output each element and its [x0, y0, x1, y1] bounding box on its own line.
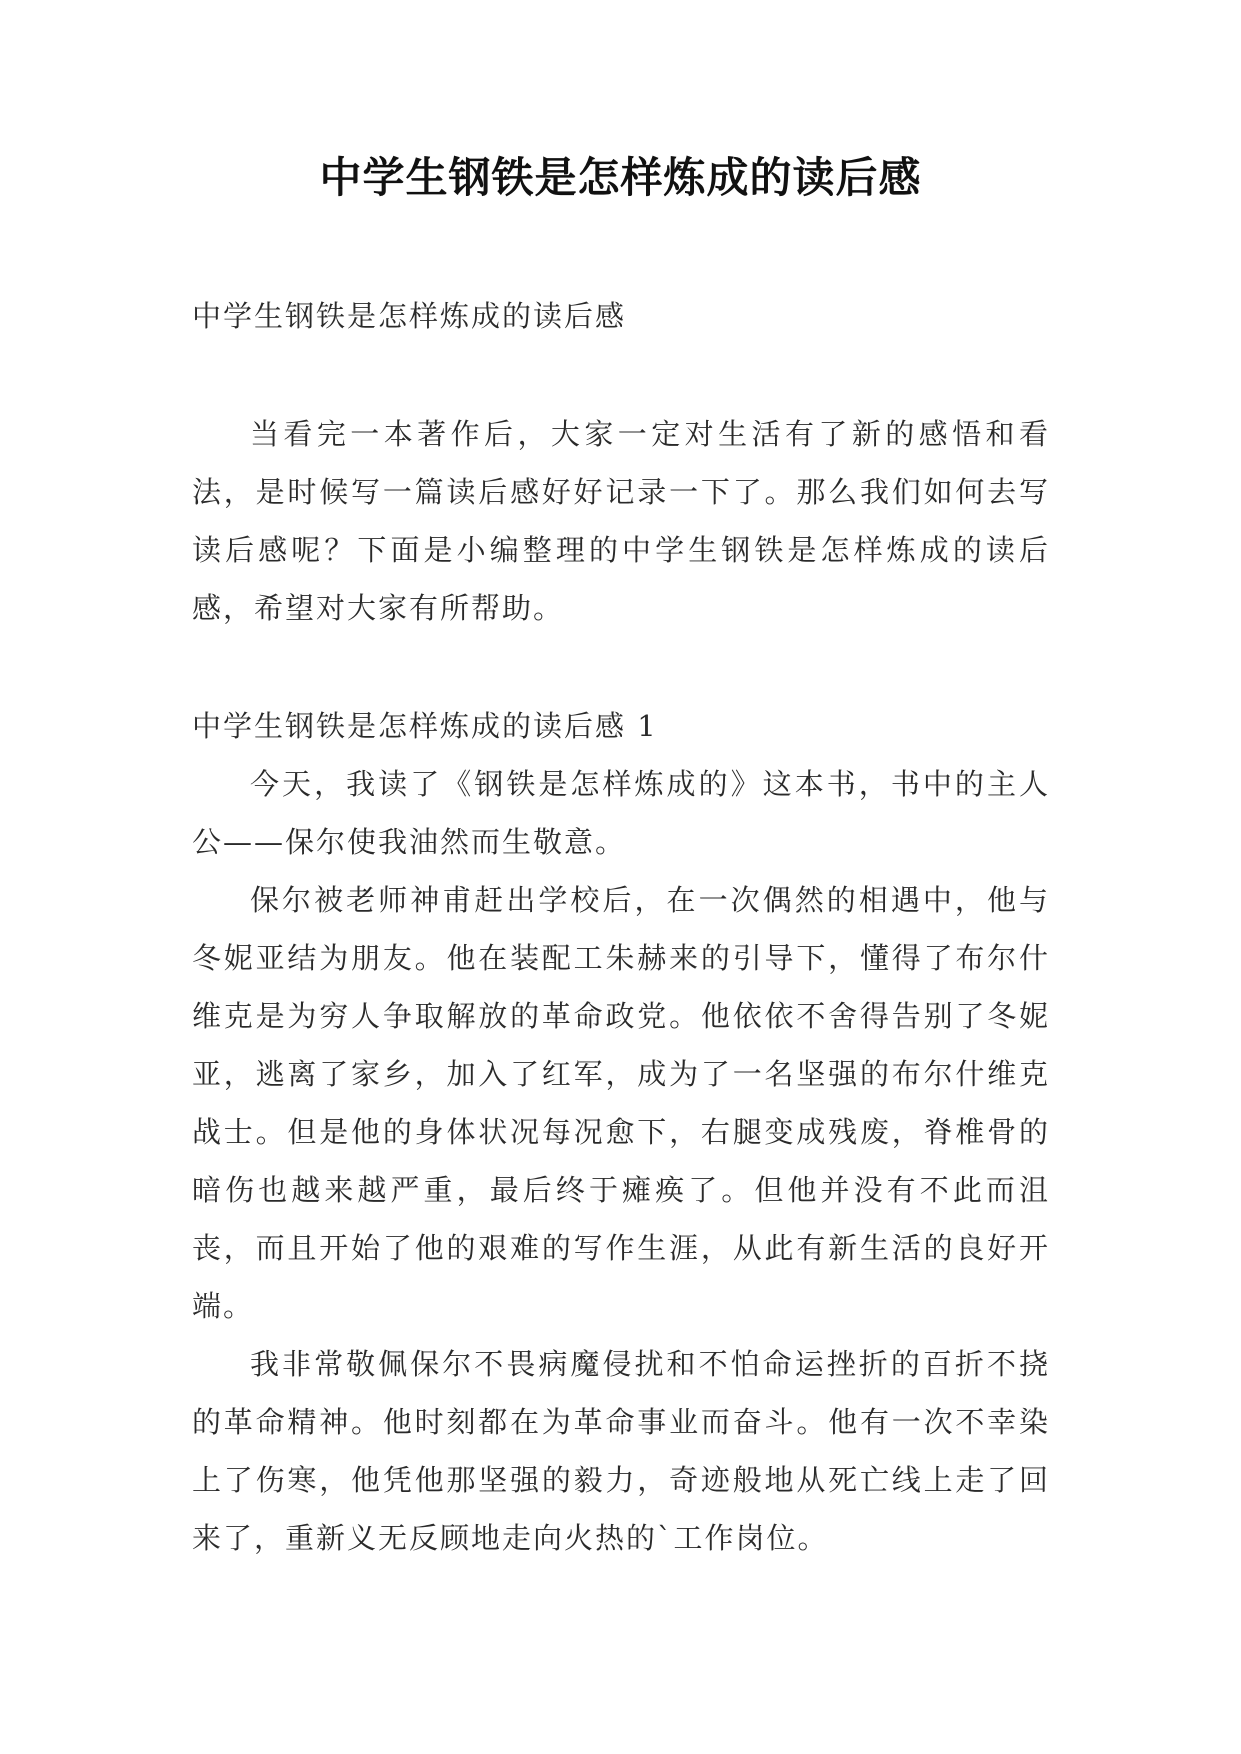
- document-title: 中学生钢铁是怎样炼成的读后感: [319, 153, 922, 202]
- document-subtitle: 中学生钢铁是怎样炼成的读后感: [192, 299, 627, 333]
- document-body: [192, 287, 1050, 1567]
- intro-paragraph: 当看完一本著作后，大家一定对生活有了新的感悟和看法，是时候写一篇读后感好好记录一下了。那么我们如何去写读后感呢？下面是小编整理的中学生钢铁是怎样炼成的读后感，希望对大家有所帮助。: [192, 417, 1050, 625]
- section-heading: 中学生钢铁是怎样炼成的读后感 1: [192, 709, 658, 743]
- body-paragraph-1: 今天，我读了《钢铁是怎样炼成的》这本书，书中的主人公——保尔使我油然而生敬意。: [192, 767, 1050, 859]
- body-paragraph-2: 保尔被老师神甫赶出学校后，在一次偶然的相遇中，他与冬妮亚结为朋友。他在装配工朱赫来的引导下，懂得了布尔什维克是为穷人争取解放的革命政党。他依依不舍得告别了冬妮亚，逃离了家乡，加入了红军，成为了一名坚强的布尔什维克战士。但是他的身体状况每况愈下，右腿变成残废，脊椎骨的暗伤也越来越严重，最后终于瘫痪了。但他并没有不此而沮丧，而且开始了他的艰难的写作生涯，从此有新生活的良好开端。: [192, 883, 1050, 1323]
- body-paragraph-3: 我非常敬佩保尔不畏病魔侵扰和不怕命运挫折的百折不挠的革命精神。他时刻都在为革命事业而奋斗。他有一次不幸染上了伤寒，他凭他那坚强的毅力，奇迹般地从死亡线上走了回来了，重新义无反顾地走向火热的`工作岗位。: [192, 1347, 1050, 1555]
